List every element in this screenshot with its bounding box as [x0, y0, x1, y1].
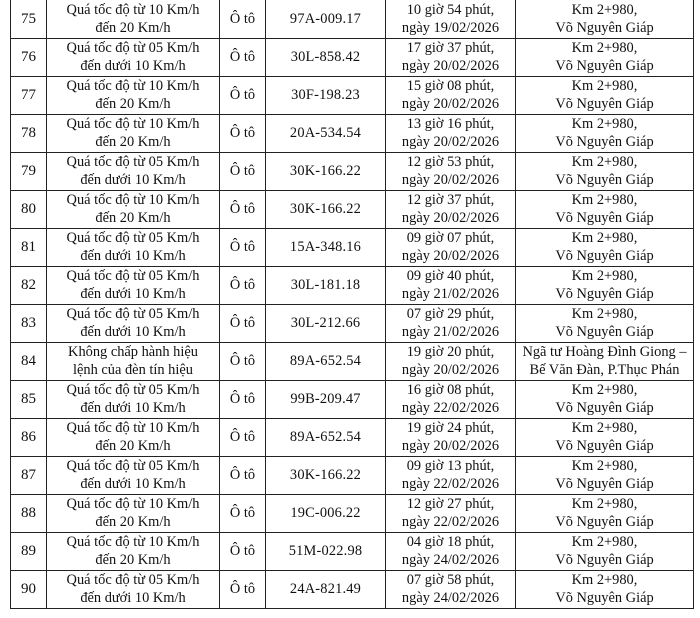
- location-cell: [516, 381, 694, 419]
- violation-text-line: Quá tốc độ từ 10 Km/h: [66, 116, 200, 132]
- license-plate: 99B-209.47: [290, 390, 361, 407]
- violation-time-line: ngày 20/02/2026: [401, 171, 500, 188]
- location-line: Ngã tư Hoàng Đình Giong –: [522, 344, 687, 360]
- license-plate: 89A-652.54: [289, 352, 362, 369]
- vehicle-type-cell: [220, 305, 266, 343]
- table-row: [11, 267, 694, 305]
- violation-cell: [47, 267, 220, 305]
- row-number: 79: [21, 162, 36, 179]
- violation-cell: [47, 381, 220, 419]
- license-plate: 97A-009.17: [289, 10, 362, 27]
- location-line: Km 2+980,: [571, 268, 638, 284]
- table-row: [11, 229, 694, 267]
- violation-time-line: 12 giờ 53 phút,: [406, 154, 495, 170]
- violation-text-line: đến 20 Km/h: [95, 133, 171, 150]
- license-plate-cell: [266, 343, 386, 381]
- location-cell: [516, 419, 694, 457]
- violation-time-line: 16 giờ 08 phút,: [406, 382, 495, 398]
- violation-cell: [47, 343, 220, 381]
- violations-table-body: [11, 1, 694, 609]
- violation-cell: [47, 1, 220, 39]
- violation-time-cell: [386, 457, 516, 495]
- location-line: Km 2+980,: [571, 458, 638, 474]
- vehicle-type-cell: [220, 153, 266, 191]
- license-plate-cell: [266, 457, 386, 495]
- row-number: 82: [21, 276, 36, 293]
- license-plate-cell: [266, 533, 386, 571]
- location-line: Võ Nguyên Giáp: [555, 285, 654, 302]
- violation-time-line: ngày 20/02/2026: [401, 95, 500, 112]
- license-plate: 15A-348.16: [289, 238, 362, 255]
- violation-text-line: Quá tốc độ từ 05 Km/h: [66, 572, 200, 588]
- row-number-cell: [11, 77, 47, 115]
- row-number-cell: [11, 495, 47, 533]
- violation-cell: [47, 495, 220, 533]
- table-row: [11, 495, 694, 533]
- violation-time-line: 09 giờ 07 phút,: [406, 230, 495, 246]
- violation-time-line: ngày 21/02/2026: [401, 323, 500, 340]
- location-line: Bế Văn Đàn, P.Thục Phán: [529, 361, 680, 378]
- table-row: [11, 381, 694, 419]
- table-row: [11, 419, 694, 457]
- location-cell: [516, 267, 694, 305]
- row-number: 80: [21, 200, 36, 217]
- row-number: 75: [21, 10, 36, 27]
- location-line: Km 2+980,: [571, 496, 638, 512]
- vehicle-type-cell: [220, 1, 266, 39]
- row-number-cell: [11, 267, 47, 305]
- row-number: 81: [21, 238, 36, 255]
- license-plate: 30F-198.23: [291, 86, 360, 103]
- row-number: 86: [21, 428, 36, 445]
- license-plate: 89A-652.54: [289, 428, 362, 445]
- location-cell: [516, 153, 694, 191]
- vehicle-type: Ô tô: [229, 200, 256, 217]
- violation-time-line: ngày 22/02/2026: [401, 513, 500, 530]
- location-line: Km 2+980,: [571, 306, 638, 322]
- violation-time-cell: [386, 305, 516, 343]
- violation-cell: [47, 419, 220, 457]
- violation-time-line: ngày 20/02/2026: [401, 247, 500, 264]
- location-line: Võ Nguyên Giáp: [555, 209, 654, 226]
- vehicle-type-cell: [220, 571, 266, 609]
- location-cell: [516, 571, 694, 609]
- violation-time-cell: [386, 115, 516, 153]
- license-plate-cell: [266, 39, 386, 77]
- vehicle-type-cell: [220, 495, 266, 533]
- license-plate-cell: [266, 115, 386, 153]
- vehicle-type-cell: [220, 77, 266, 115]
- row-number-cell: [11, 343, 47, 381]
- location-line: Võ Nguyên Giáp: [555, 57, 654, 74]
- location-line: Võ Nguyên Giáp: [555, 551, 654, 568]
- vehicle-type-cell: [220, 457, 266, 495]
- location-line: Võ Nguyên Giáp: [555, 95, 654, 112]
- vehicle-type-cell: [220, 267, 266, 305]
- license-plate-cell: [266, 153, 386, 191]
- location-line: Võ Nguyên Giáp: [555, 19, 654, 36]
- violation-time-line: 04 giờ 18 phút,: [406, 534, 495, 550]
- violation-text-line: Quá tốc độ từ 05 Km/h: [66, 154, 200, 170]
- vehicle-type-cell: [220, 343, 266, 381]
- violation-time-cell: [386, 343, 516, 381]
- row-number: 83: [21, 314, 36, 331]
- row-number-cell: [11, 229, 47, 267]
- violation-time-line: 07 giờ 58 phút,: [406, 572, 495, 588]
- row-number: 88: [21, 504, 36, 521]
- vehicle-type-cell: [220, 39, 266, 77]
- row-number: 78: [21, 124, 36, 141]
- violation-text-line: đến dưới 10 Km/h: [80, 247, 186, 264]
- violation-time-line: ngày 20/02/2026: [401, 361, 500, 378]
- location-line: Km 2+980,: [571, 572, 638, 588]
- location-line: Võ Nguyên Giáp: [555, 323, 654, 340]
- violation-text-line: đến 20 Km/h: [95, 209, 171, 226]
- violation-text-line: Quá tốc độ từ 05 Km/h: [66, 306, 200, 322]
- table-row: [11, 115, 694, 153]
- license-plate: 30K-166.22: [289, 200, 362, 217]
- violation-time-line: 19 giờ 24 phút,: [406, 420, 495, 436]
- location-line: Km 2+980,: [571, 2, 638, 18]
- table-row: [11, 77, 694, 115]
- violation-cell: [47, 153, 220, 191]
- location-cell: [516, 39, 694, 77]
- vehicle-type-cell: [220, 533, 266, 571]
- vehicle-type-cell: [220, 115, 266, 153]
- row-number-cell: [11, 457, 47, 495]
- location-line: Võ Nguyên Giáp: [555, 513, 654, 530]
- row-number-cell: [11, 1, 47, 39]
- license-plate-cell: [266, 77, 386, 115]
- violation-text-line: đến dưới 10 Km/h: [80, 57, 186, 74]
- violation-text-line: đến dưới 10 Km/h: [80, 171, 186, 188]
- location-line: Km 2+980,: [571, 420, 638, 436]
- violation-text-line: Quá tốc độ từ 05 Km/h: [66, 40, 200, 56]
- violation-time-line: ngày 20/02/2026: [401, 209, 500, 226]
- violation-time-line: 17 giờ 37 phút,: [406, 40, 495, 56]
- license-plate: 30K-166.22: [289, 466, 362, 483]
- location-line: Võ Nguyên Giáp: [555, 247, 654, 264]
- violation-cell: [47, 571, 220, 609]
- row-number: 87: [21, 466, 36, 483]
- row-number: 84: [21, 352, 36, 369]
- violation-text-line: đến dưới 10 Km/h: [80, 475, 186, 492]
- violation-text-line: Không chấp hành hiệu: [68, 344, 198, 360]
- location-cell: [516, 229, 694, 267]
- location-cell: [516, 457, 694, 495]
- violation-time-line: 10 giờ 54 phút,: [406, 2, 495, 18]
- violation-cell: [47, 229, 220, 267]
- table-row: [11, 153, 694, 191]
- violation-time-cell: [386, 77, 516, 115]
- license-plate-cell: [266, 571, 386, 609]
- license-plate: 19C-006.22: [290, 504, 361, 521]
- table-row: [11, 571, 694, 609]
- vehicle-type: Ô tô: [229, 86, 256, 103]
- license-plate: 20A-534.54: [289, 124, 362, 141]
- vehicle-type: Ô tô: [229, 504, 256, 521]
- violation-cell: [47, 115, 220, 153]
- violation-text-line: Quá tốc độ từ 05 Km/h: [66, 230, 200, 246]
- license-plate: 30L-181.18: [290, 276, 361, 293]
- row-number-cell: [11, 381, 47, 419]
- location-cell: [516, 115, 694, 153]
- violation-cell: [47, 191, 220, 229]
- row-number: 76: [21, 48, 36, 65]
- location-line: Võ Nguyên Giáp: [555, 475, 654, 492]
- violation-text-line: Quá tốc độ từ 10 Km/h: [66, 496, 200, 512]
- location-line: Võ Nguyên Giáp: [555, 399, 654, 416]
- violation-time-line: ngày 22/02/2026: [401, 475, 500, 492]
- violation-text-line: đến 20 Km/h: [95, 95, 171, 112]
- row-number-cell: [11, 305, 47, 343]
- location-cell: [516, 191, 694, 229]
- license-plate: 51M-022.98: [288, 542, 363, 559]
- violation-text-line: đến 20 Km/h: [95, 513, 171, 530]
- vehicle-type: Ô tô: [229, 580, 256, 597]
- violation-time-line: ngày 22/02/2026: [401, 399, 500, 416]
- license-plate-cell: [266, 267, 386, 305]
- violation-time-line: ngày 24/02/2026: [401, 589, 500, 606]
- violation-time-cell: [386, 571, 516, 609]
- location-line: Km 2+980,: [571, 40, 638, 56]
- violation-cell: [47, 39, 220, 77]
- violation-text-line: Quá tốc độ từ 05 Km/h: [66, 382, 200, 398]
- violation-time-cell: [386, 191, 516, 229]
- violation-time-cell: [386, 1, 516, 39]
- location-cell: [516, 77, 694, 115]
- violation-time-cell: [386, 153, 516, 191]
- license-plate-cell: [266, 419, 386, 457]
- license-plate-cell: [266, 1, 386, 39]
- vehicle-type-cell: [220, 229, 266, 267]
- table-row: [11, 343, 694, 381]
- location-line: Km 2+980,: [571, 192, 638, 208]
- vehicle-type: Ô tô: [229, 276, 256, 293]
- violation-cell: [47, 533, 220, 571]
- violation-time-cell: [386, 381, 516, 419]
- violation-time-line: 13 giờ 16 phút,: [406, 116, 495, 132]
- violation-time-line: ngày 21/02/2026: [401, 285, 500, 302]
- location-line: Km 2+980,: [571, 382, 638, 398]
- vehicle-type: Ô tô: [229, 314, 256, 331]
- violation-time-cell: [386, 495, 516, 533]
- table-row: [11, 457, 694, 495]
- row-number-cell: [11, 191, 47, 229]
- violation-time-cell: [386, 39, 516, 77]
- violation-time-cell: [386, 533, 516, 571]
- violation-cell: [47, 457, 220, 495]
- violations-table: [10, 0, 694, 609]
- row-number: 89: [21, 542, 36, 559]
- violation-text-line: Quá tốc độ từ 10 Km/h: [66, 192, 200, 208]
- license-plate: 30L-858.42: [290, 48, 361, 65]
- location-line: Võ Nguyên Giáp: [555, 589, 654, 606]
- location-line: Võ Nguyên Giáp: [555, 437, 654, 454]
- violation-text-line: Quá tốc độ từ 10 Km/h: [66, 2, 200, 18]
- license-plate-cell: [266, 229, 386, 267]
- vehicle-type: Ô tô: [229, 428, 256, 445]
- violation-time-line: ngày 24/02/2026: [401, 551, 500, 568]
- vehicle-type: Ô tô: [229, 466, 256, 483]
- location-line: Km 2+980,: [571, 154, 638, 170]
- violation-time-line: ngày 19/02/2026: [401, 19, 500, 36]
- location-cell: [516, 343, 694, 381]
- violation-text-line: đến dưới 10 Km/h: [80, 323, 186, 340]
- table-row: [11, 1, 694, 39]
- table-row: [11, 533, 694, 571]
- row-number-cell: [11, 115, 47, 153]
- row-number-cell: [11, 153, 47, 191]
- vehicle-type: Ô tô: [229, 352, 256, 369]
- license-plate-cell: [266, 495, 386, 533]
- violation-time-line: 15 giờ 08 phút,: [406, 78, 495, 94]
- row-number: 90: [21, 580, 36, 597]
- violation-text-line: Quá tốc độ từ 05 Km/h: [66, 458, 200, 474]
- location-line: Võ Nguyên Giáp: [555, 133, 654, 150]
- document-page: [10, 0, 693, 609]
- license-plate: 30L-212.66: [290, 314, 361, 331]
- violation-time-line: 19 giờ 20 phút,: [406, 344, 495, 360]
- location-line: Km 2+980,: [571, 116, 638, 132]
- row-number-cell: [11, 533, 47, 571]
- row-number-cell: [11, 571, 47, 609]
- violation-text-line: đến dưới 10 Km/h: [80, 285, 186, 302]
- violation-time-line: 07 giờ 29 phút,: [406, 306, 495, 322]
- vehicle-type: Ô tô: [229, 390, 256, 407]
- vehicle-type: Ô tô: [229, 238, 256, 255]
- violation-text-line: Quá tốc độ từ 10 Km/h: [66, 420, 200, 436]
- violation-text-line: đến dưới 10 Km/h: [80, 399, 186, 416]
- license-plate: 30K-166.22: [289, 162, 362, 179]
- table-row: [11, 305, 694, 343]
- violation-text-line: đến dưới 10 Km/h: [80, 589, 186, 606]
- location-cell: [516, 305, 694, 343]
- location-cell: [516, 495, 694, 533]
- location-cell: [516, 1, 694, 39]
- violation-time-line: ngày 20/02/2026: [401, 57, 500, 74]
- table-row: [11, 191, 694, 229]
- row-number-cell: [11, 39, 47, 77]
- violation-time-line: 09 giờ 40 phút,: [406, 268, 495, 284]
- vehicle-type-cell: [220, 419, 266, 457]
- row-number-cell: [11, 419, 47, 457]
- violation-time-line: ngày 20/02/2026: [401, 133, 500, 150]
- location-line: Km 2+980,: [571, 534, 638, 550]
- table-row: [11, 39, 694, 77]
- vehicle-type: Ô tô: [229, 162, 256, 179]
- vehicle-type-cell: [220, 191, 266, 229]
- violation-cell: [47, 305, 220, 343]
- vehicle-type: Ô tô: [229, 48, 256, 65]
- violation-time-line: ngày 20/02/2026: [401, 437, 500, 454]
- violation-text-line: đến 20 Km/h: [95, 437, 171, 454]
- license-plate-cell: [266, 381, 386, 419]
- violation-time-line: 12 giờ 27 phút,: [406, 496, 495, 512]
- row-number: 85: [21, 390, 36, 407]
- violation-text-line: đến 20 Km/h: [95, 19, 171, 36]
- violation-time-line: 12 giờ 37 phút,: [406, 192, 495, 208]
- violation-text-line: Quá tốc độ từ 10 Km/h: [66, 534, 200, 550]
- row-number: 77: [21, 86, 36, 103]
- violation-time-cell: [386, 419, 516, 457]
- vehicle-type-cell: [220, 381, 266, 419]
- violation-text-line: Quá tốc độ từ 10 Km/h: [66, 78, 200, 94]
- vehicle-type: Ô tô: [229, 10, 256, 27]
- violation-text-line: lệnh của đèn tín hiệu: [73, 361, 193, 378]
- license-plate: 24A-821.49: [289, 580, 362, 597]
- license-plate-cell: [266, 191, 386, 229]
- vehicle-type: Ô tô: [229, 542, 256, 559]
- vehicle-type: Ô tô: [229, 124, 256, 141]
- location-line: Võ Nguyên Giáp: [555, 171, 654, 188]
- location-line: Km 2+980,: [571, 78, 638, 94]
- violation-cell: [47, 77, 220, 115]
- location-cell: [516, 533, 694, 571]
- violation-time-cell: [386, 229, 516, 267]
- violation-text-line: đến 20 Km/h: [95, 551, 171, 568]
- violation-time-line: 09 giờ 13 phút,: [406, 458, 495, 474]
- license-plate-cell: [266, 305, 386, 343]
- violation-text-line: Quá tốc độ từ 05 Km/h: [66, 268, 200, 284]
- violation-time-cell: [386, 267, 516, 305]
- location-line: Km 2+980,: [571, 230, 638, 246]
